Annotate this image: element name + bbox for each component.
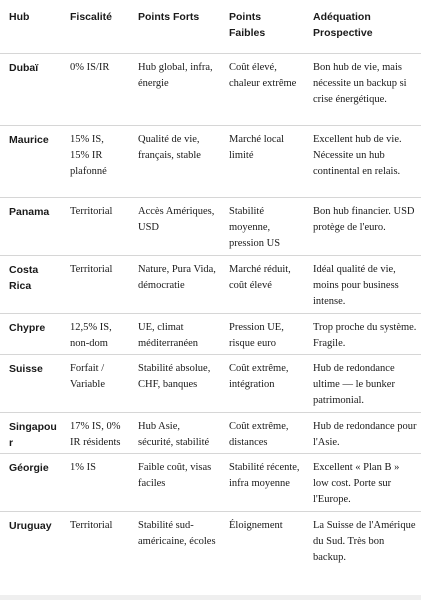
cell-points-faibles: Stabilité moyenne, pression US <box>220 198 304 256</box>
cell-fiscalite: 0% IS/IR <box>61 54 129 126</box>
table-row <box>0 256 421 314</box>
cell-points-forts: Accès Amériques, USD <box>129 198 220 256</box>
cell-fiscalite: Territorial <box>61 198 129 256</box>
cell-points-forts: Hub global, infra, énergie <box>129 54 220 126</box>
table-row <box>0 54 421 126</box>
cell-adequation: Trop proche du système. Fragile. <box>304 314 421 355</box>
cell-adequation: Hub de redondance pour l'Asie. <box>304 413 421 454</box>
cell-fiscalite: 12,5% IS, non-dom <box>61 314 129 355</box>
cell-fiscalite: 15% IS, 15% IR plafonné <box>61 126 129 198</box>
cell-points-forts: UE, climat méditerranéen <box>129 314 220 355</box>
header-points-forts: Points Forts <box>129 0 220 54</box>
cell-fiscalite: 17% IS, 0% IR résidents <box>61 413 129 454</box>
cell-adequation: Bon hub financier. USD protège de l'euro. <box>304 198 421 256</box>
cell-fiscalite: Territorial <box>70 520 113 531</box>
cell-adequation: Hub de redondance ultime — le bunker patrimonial. <box>304 355 421 413</box>
cell-points-forts: Qualité de vie, français, stable <box>129 126 220 198</box>
cell-points-faibles: Coût extrême, distances <box>220 413 304 454</box>
header-points-faibles: Points Faibles <box>220 0 304 54</box>
table-row <box>0 198 421 256</box>
cell-points-forts: Stabilité absolue, CHF, banques <box>129 355 220 413</box>
cell-hub: Chypre <box>0 314 61 355</box>
header-hub: Hub <box>0 0 61 54</box>
cell-hub: Singapour <box>0 413 61 454</box>
table-header-row <box>0 0 421 54</box>
cell-points-faibles: Marché local limité <box>220 126 304 198</box>
cell-fiscalite: Forfait / Variable <box>61 355 129 413</box>
cell-adequation: Idéal qualité de vie, moins pour business intense. <box>304 256 421 314</box>
cell-points-faibles: Stabilité récente, infra moyenne <box>220 454 304 512</box>
table-row <box>0 413 421 454</box>
cell-points-faibles: Coût extrême, intégration <box>220 355 304 413</box>
cell-hub: Uruguay <box>9 520 52 532</box>
cell-adequation: Excellent « Plan B » low cost. Porte sur l'Europe. <box>304 454 421 512</box>
table-row <box>0 512 421 579</box>
cell-points-faibles: Marché réduit, coût élevé <box>220 256 304 314</box>
header-fiscalite: Fiscalité <box>61 0 129 54</box>
cell-points-faibles: Coût élevé, chaleur extrême <box>220 54 304 126</box>
horizontal-scrollbar[interactable] <box>0 595 421 600</box>
table-row <box>0 126 421 198</box>
table-row <box>0 454 421 512</box>
cell-hub: Suisse <box>0 355 61 413</box>
cell-points-forts: Hub Asie, sécurité, stabilité <box>129 413 220 454</box>
cell-hub: Panama <box>0 198 61 256</box>
header-adequation: Adéquation Prospective <box>304 0 421 54</box>
cell-points-forts: Faible coût, visas faciles <box>129 454 220 512</box>
table-row <box>0 355 421 413</box>
table-row <box>0 314 421 355</box>
cell-adequation: Excellent hub de vie. Nécessite un hub continental en relais. <box>304 126 421 198</box>
cell-points-faibles: Pression UE, risque euro <box>220 314 304 355</box>
cell-hub: Costa Rica <box>0 256 61 314</box>
cell-hub: Dubaï <box>0 54 61 126</box>
cell-points-forts: Nature, Pura Vida, démocratie <box>129 256 220 314</box>
cell-fiscalite: 1% IS <box>61 454 129 512</box>
cell-points-faibles: Éloignement <box>229 520 283 531</box>
cell-adequation: Bon hub de vie, mais nécessite un backup si crise énergétique. <box>304 54 421 126</box>
cell-adequation: La Suisse de l'Amérique du Sud. Très bon backup. <box>313 520 416 563</box>
cell-fiscalite: Territorial <box>61 256 129 314</box>
cell-points-forts: Stabilité sud-américaine, écoles <box>138 520 216 547</box>
cell-hub: Géorgie <box>0 454 61 512</box>
cell-hub: Maurice <box>0 126 61 198</box>
